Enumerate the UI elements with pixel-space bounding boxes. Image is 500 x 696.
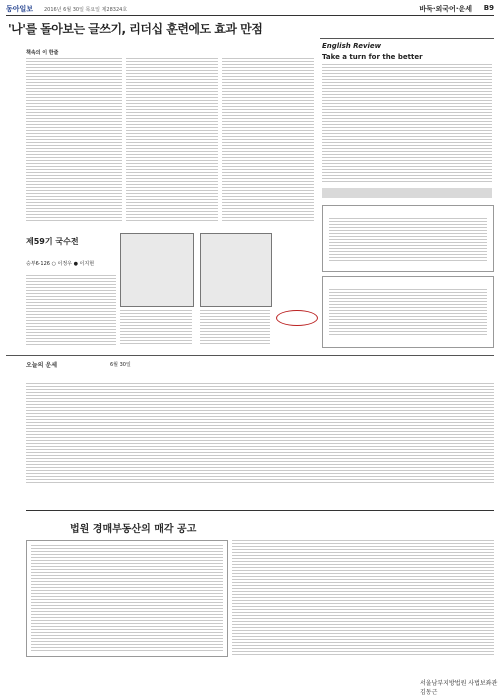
horoscope-title: 오늘의 운세 — [26, 362, 58, 369]
go-commentary-1 — [26, 275, 116, 345]
sponsor-logo — [276, 310, 318, 326]
court-notice-title: 법원 경매부동산의 매각 공고 — [70, 524, 197, 535]
go-commentary-3 — [200, 310, 270, 345]
main-headline: '나'를 돌아보는 글쓰기, 리더십 훈련에도 효과 만점 — [8, 22, 263, 36]
article-column-1 — [26, 58, 122, 223]
english-review-banner — [322, 188, 492, 198]
horoscope-rule — [6, 355, 494, 356]
quiz-box-2 — [322, 276, 494, 348]
page-header — [6, 3, 494, 16]
auction-table — [26, 540, 228, 657]
quiz-box-1 — [322, 205, 494, 272]
english-review-body — [322, 64, 492, 184]
newspaper-brand: 동아일보 — [6, 5, 34, 13]
court-rule — [26, 510, 494, 511]
article-column-3 — [222, 58, 314, 223]
english-review-rule — [320, 38, 494, 39]
book-section-label: 책속의 이 한줄 — [26, 50, 59, 56]
go-title: 제59기 국수전 — [26, 237, 79, 246]
english-review-label: English Review — [322, 42, 382, 50]
page-number: B9 — [483, 4, 494, 12]
horoscope-body — [26, 383, 494, 483]
horoscope-date: 6월 30일 — [110, 362, 131, 368]
auction-text — [232, 540, 494, 655]
go-board-main — [120, 233, 194, 307]
section-title: 바둑·외국어·운세 — [419, 5, 472, 13]
english-review-title: Take a turn for the better — [322, 53, 423, 61]
article-column-2 — [126, 58, 218, 223]
go-players: 승부6·126 ○ 이정우 ● 이지현 — [26, 261, 95, 267]
go-commentary-2 — [120, 310, 192, 345]
issue-date: 2016년 6월 30일 목요일 제28324호 — [44, 7, 128, 13]
go-board-variation — [200, 233, 272, 307]
court-signature: 서울남부지방법원 사법보좌관 김동근 — [420, 680, 498, 696]
